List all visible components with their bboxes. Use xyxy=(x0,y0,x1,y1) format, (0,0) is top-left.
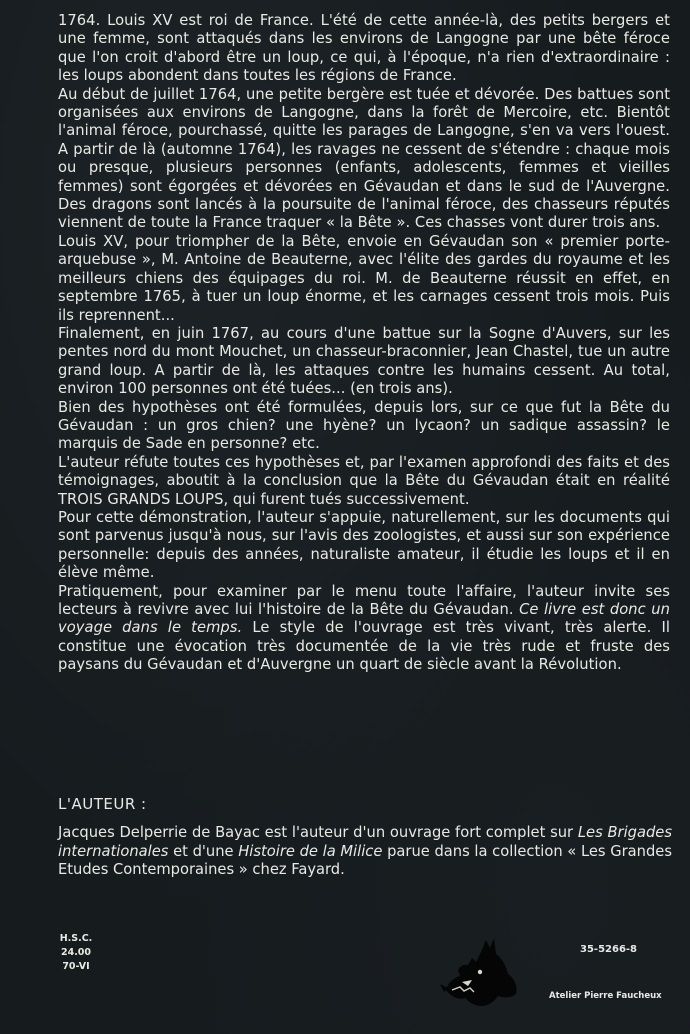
author-bio xyxy=(58,824,672,880)
series-code: 70-VI xyxy=(62,961,90,972)
synopsis-paragraph-1: 1764. Louis XV est roi de France. L'été de cette année-là, des petits bergers et une femme, sont attaqués dans les environs de Langogne par une bête féroce que l'on croit d'abord être un loup, ce qui, à l'époque, n'a rien d'extraordinaire : les loups abondent dans toutes les régions de France. xyxy=(58,12,670,85)
price-code: H.S.C. 24.00 xyxy=(59,933,93,958)
synopsis-paragraph-2: Au début de juillet 1764, une petite bergère est tuée et dévorée. Des battues sont organisées aux environs de Langogne, dans la forêt de Mercoire, etc. Bientôt l'animal féroce, pourchassé, quitte les parages de Langogne, s'en va vers l'ouest. A partir de là (automne 1764), les ravages ne cessent de s'étendre : chaque mois ou presque, plusieurs personnes (enfants, adolescents, femmes et vieilles femmes) sont égorgées et dévorées en Gévaudan et dans le sud de l'Auvergne. Des dragons sont lancés à la poursuite de l'animal féroce, des chasseurs réputés viennent de toute la France traquer « la Bête ». Ces chasses vont durer trois ans. xyxy=(58,85,670,232)
synopsis xyxy=(58,12,670,675)
synopsis-paragraph-6: L'auteur réfute toutes ces hypothèses et, par l'examen approfondi des faits et des témoignages, aboutit à la conclusion que la Bête du Gévaudan était en réalité TROIS GRANDS LOUPS, qui furent tués successivement. xyxy=(58,453,670,508)
author-bio-end: parue dans la collection « Les Grandes Etudes Contemporaines » chez Fayard. xyxy=(58,842,672,879)
synopsis-paragraph-8-start: Pratiquement, pour examiner par le menu toute l'affaire, l'auteur invite ses lecteurs à revivre avec lui l'histoire de la Bête du Gévaudan. xyxy=(58,582,670,618)
book-title-milice: Histoire de la Milice xyxy=(238,842,383,860)
book-title-brigades: Les Brigades internationales xyxy=(58,824,672,860)
synopsis-paragraph-3: Louis XV, pour triompher de la Bête, envoie en Gévaudan son « premier porte-arquebuse », M. Antoine de Beauterne, avec l'élite des gardes du royaume et les meilleurs chiens des équipages du roi. M. de Beauterne réussit en effet, en septembre 1765, à tuer un loup énorme, et les carnages cessent trois mois. Puis ils reprennent... xyxy=(58,232,670,324)
author-heading: L'AUTEUR : xyxy=(58,795,147,813)
synopsis-paragraph-4: Finalement, en juin 1767, au cours d'une battue sur la Sogne d'Auvers, sur les pentes nord du mont Mouchet, un chasseur-braconnier, Jean Chastel, tue un autre grand loup. A partir de là, les attaques contre les humains cessent. Au total, environ 100 personnes ont été tuées... (en trois ans). xyxy=(58,324,670,398)
synopsis-paragraph-5: Bien des hypothèses ont été formulées, depuis lors, sur ce que fut la Bête du Gévaudan : un gros chien? une hyène? un lycaon? un sadique assassin? le marquis de Sade en personne? etc. xyxy=(58,398,670,453)
price-code-block xyxy=(47,932,105,974)
synopsis-italic-sentence: Ce livre est donc un voyage dans le temps. xyxy=(58,601,671,637)
wolf-head-icon xyxy=(438,932,524,1008)
author-bio-middle: et d'une xyxy=(173,842,234,860)
synopsis-paragraph-7: Pour cette démonstration, l'auteur s'appuie, naturellement, sur les documents qui sont parvenus jusqu'à nous, sur l'avis des zoologistes, et aussi sur son expérience personnelle: depuis des années, naturaliste amateur, il étudie les loups et il en élève même. xyxy=(58,508,670,582)
synopsis-paragraph-8 xyxy=(58,583,670,675)
author-bio-start: Jacques Delperrie de Bayac est l'auteur d'un ouvrage fort complet sur xyxy=(58,824,574,841)
publisher-credit: Atelier Pierre Faucheux xyxy=(549,991,662,1001)
synopsis-paragraph-8-end: Le style de l'ouvrage est très vivant, très alerte. Il constitue une évocation très documentée de la vie très rude et fruste des paysans du Gévaudan et d'Auvergne un quart de siècle avant la Révolution. xyxy=(58,619,670,674)
catalog-number: 35-5266-8 xyxy=(580,944,638,955)
